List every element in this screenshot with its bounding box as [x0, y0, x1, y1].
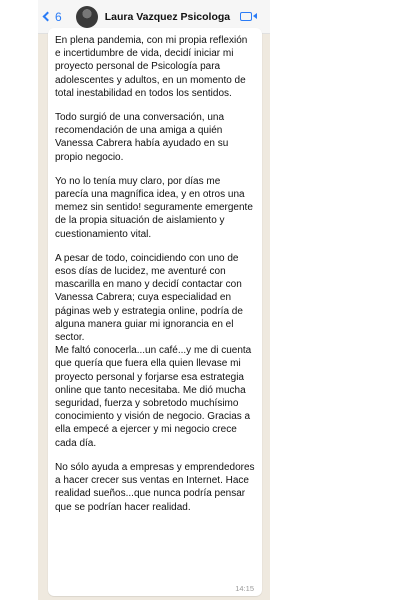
avatar[interactable] [76, 6, 98, 28]
message-paragraph-6: No sólo ayuda a empresas y emprendedores a hacer crecer sus ventas en Internet. Hace realidad sueños...que nunca podría pensar que se podrían hacer realidad. [55, 461, 255, 513]
chat-screen [38, 0, 270, 600]
message-paragraph-1: En plena pandemia, con mi propia reflexión e incertidumbre de vida, decidí iniciar mi proyecto personal de Psicología para adolescentes y adultos, en un momento de total inestabilidad en todos los sentidos. [55, 35, 248, 99]
message-paragraph-2: Todo surgió de una conversación, una recomendación de una amiga a quién Vanessa Cabrera había ayudado en su propio negocio. [55, 112, 229, 163]
chevron-left-icon [43, 12, 53, 22]
unread-count: 6 [55, 9, 62, 24]
back-button[interactable] [44, 10, 62, 24]
message-timestamp: 14:15 [235, 584, 254, 593]
video-camera-icon[interactable] [240, 12, 252, 21]
message-paragraph-3: Yo no lo tenía muy claro, por días me parecía una magnífica idea, y en otros una memez sin sentido! seguramente emergente de la propia situación de aislamiento y cuestionamiento vital. [55, 175, 253, 240]
message-paragraph-4: A pesar de todo, coincidiendo con uno de esos días de lucidez, me aventuré con mascarilla en mano y decidí contactar con Vanessa Cabrera; cuya especialidad en páginas web y estrategia online, podría de alguna manera guiar mi ignorancia en el sector. [55, 252, 243, 344]
message-paragraph-5: Me faltó conocerla...un café...y me di cuenta que quería que fuera ella quien llevase mi proyecto personal y forjarse esa estrategia online que tanto necesitaba. Me dió mucha seguridad, fuerza y sobretodo muchísimo conocimiento y visión de negocio. Gracias a ella empecé a ejercer y mi negocio crece cada día. [55, 345, 252, 449]
message-bubble[interactable] [48, 28, 262, 596]
contact-name[interactable]: Laura Vazquez Psicologa [104, 10, 231, 23]
